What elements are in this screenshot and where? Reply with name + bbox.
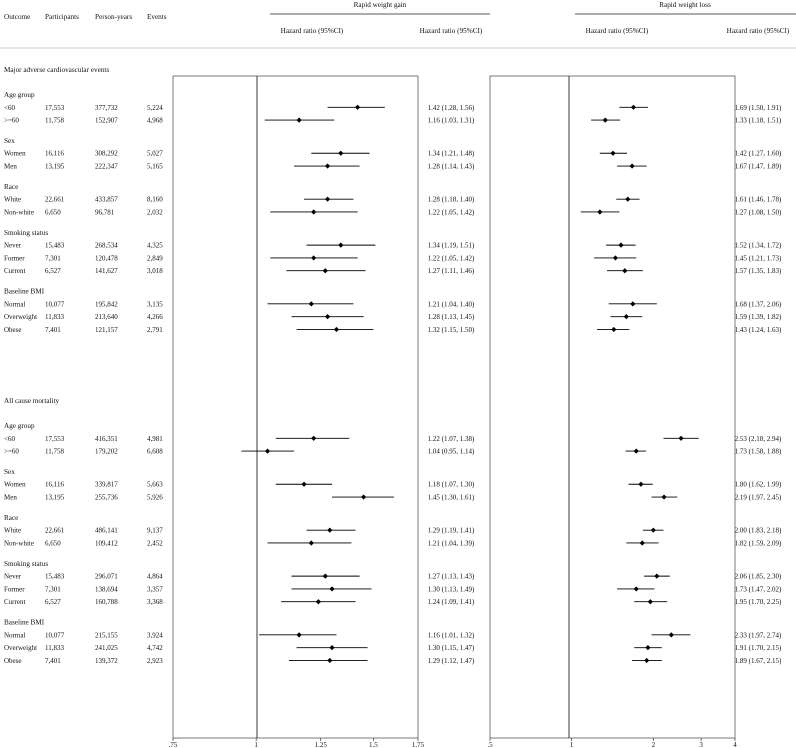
row-participants: 13,195 <box>45 162 65 171</box>
gain-hr-text: 1.28 (1.13, 1.45) <box>427 313 475 322</box>
gain-point-estimate <box>334 327 339 332</box>
row-events: 3,368 <box>147 598 163 607</box>
row-person-years: 96,781 <box>95 208 115 217</box>
gain-hr-text: 1.24 (1.09, 1.41) <box>427 598 475 607</box>
gain-tick-label: 1.75 <box>411 741 425 748</box>
gain-hr-text: 1.29 (1.19, 1.41) <box>427 526 475 535</box>
row-events: 3,018 <box>147 267 163 276</box>
loss-tick-label: 1 <box>569 741 574 748</box>
loss-point-estimate <box>678 436 683 441</box>
loss-hr-text: 1.67 (1.47, 1.89) <box>734 162 782 171</box>
row-label: <60 <box>4 434 15 443</box>
row-label: >=60 <box>4 116 19 125</box>
loss-point-estimate <box>624 314 629 319</box>
group-title: Smoking status <box>4 559 49 568</box>
row-participants: 7,401 <box>45 656 61 665</box>
gain-point-estimate <box>325 197 330 202</box>
gain-hr-text: 1.28 (1.14, 1.43) <box>427 162 475 171</box>
gain-point-estimate <box>297 632 302 637</box>
row-events: 3,135 <box>147 300 163 309</box>
row-person-years: 195,842 <box>95 300 118 309</box>
loss-text-header: Hazard ratio (95%CI) <box>726 27 790 35</box>
row-participants: 16,116 <box>45 149 64 158</box>
loss-panel-title: Rapid weight loss <box>659 1 711 9</box>
row-label: Obese <box>4 656 22 665</box>
gain-hr-text: 1.21 (1.04, 1.39) <box>427 539 475 548</box>
loss-point-estimate <box>651 528 656 533</box>
row-label: Men <box>4 493 17 502</box>
loss-hr-text: 1.27 (1.08, 1.50) <box>734 208 782 217</box>
row-participants: 10,077 <box>45 631 65 640</box>
gain-hr-text: 1.30 (1.15, 1.47) <box>427 644 475 653</box>
gain-point-estimate <box>338 243 343 248</box>
loss-hr-text: 2.06 (1.85, 2.30) <box>734 572 782 581</box>
row-events: 5,027 <box>147 149 163 158</box>
row-participants: 7,301 <box>45 254 61 263</box>
row-events: 9,137 <box>147 526 163 535</box>
row-person-years: 138,694 <box>95 585 118 594</box>
row-person-years: 121,157 <box>95 325 118 334</box>
row-events: 4,266 <box>147 313 163 322</box>
section-title: All cause mortality <box>4 397 60 405</box>
loss-point-estimate <box>631 105 636 110</box>
loss-point-estimate <box>622 268 627 273</box>
gain-hr-text: 1.18 (1.07, 1.30) <box>427 480 475 489</box>
row-label: Former <box>4 585 25 594</box>
row-person-years: 433,857 <box>95 195 118 204</box>
row-person-years: 120,478 <box>95 254 118 263</box>
row-label: Obese <box>4 325 22 334</box>
row-label: White <box>4 195 22 204</box>
row-participants: 17,553 <box>45 103 65 112</box>
row-events: 5,165 <box>147 162 163 171</box>
gain-hr-text: 1.16 (1.01, 1.32) <box>427 631 475 640</box>
gain-hr-text: 1.32 (1.15, 1.50) <box>427 325 475 334</box>
row-events: 2,849 <box>147 254 163 263</box>
loss-tick-label: .5 <box>487 741 493 748</box>
loss-hr-text: 2.00 (1.83, 2.18) <box>734 526 782 535</box>
row-label: Current <box>4 267 26 276</box>
row-person-years: 141,627 <box>95 267 118 276</box>
row-events: 2,923 <box>147 656 163 665</box>
gain-hr-text: 1.30 (1.13, 1.49) <box>427 585 475 594</box>
row-person-years: 160,788 <box>95 598 118 607</box>
row-label: >=60 <box>4 447 19 456</box>
row-participants: 11,833 <box>45 644 64 653</box>
row-label: Overweight <box>4 644 38 653</box>
gain-point-estimate <box>325 314 330 319</box>
section-title: Major adverse cardiovascular events <box>4 66 110 74</box>
gain-point-estimate <box>316 599 321 604</box>
loss-hr-text: 1.69 (1.50, 1.91) <box>734 103 782 112</box>
gain-text-header: Hazard ratio (95%CI) <box>419 27 483 35</box>
gain-point-estimate <box>323 268 328 273</box>
row-events: 4,864 <box>147 572 163 581</box>
loss-tick-label: 3 <box>699 741 703 748</box>
loss-panel-frame <box>490 76 735 738</box>
loss-hr-text: 1.73 (1.47, 2.02) <box>734 585 782 594</box>
gain-hr-text: 1.22 (1.05, 1.42) <box>427 208 475 217</box>
gain-point-estimate <box>311 436 316 441</box>
loss-hr-text: 1.91 (1.70, 2.15) <box>734 644 782 653</box>
group-title: Sex <box>4 136 15 145</box>
loss-point-estimate <box>597 209 602 214</box>
row-label: Former <box>4 254 25 263</box>
loss-point-estimate <box>629 163 634 168</box>
row-person-years: 109,412 <box>95 539 118 548</box>
gain-hr-text: 1.42 (1.28, 1.56) <box>427 103 475 112</box>
row-participants: 11,758 <box>45 116 64 125</box>
row-participants: 7,401 <box>45 325 61 334</box>
group-title: Race <box>4 513 19 522</box>
loss-point-estimate <box>603 118 608 123</box>
row-events: 2,032 <box>147 208 163 217</box>
row-participants: 17,553 <box>45 434 65 443</box>
loss-hr-text: 1.82 (1.59, 2.09) <box>734 539 782 548</box>
row-participants: 15,483 <box>45 241 65 250</box>
gain-hr-text: 1.27 (1.11, 1.46) <box>427 267 475 276</box>
row-label: Women <box>4 149 26 158</box>
group-title: Baseline BMI <box>4 287 45 296</box>
gain-hr-text: 1.34 (1.21, 1.48) <box>427 149 475 158</box>
gain-point-estimate <box>297 118 302 123</box>
loss-point-estimate <box>648 599 653 604</box>
row-events: 4,325 <box>147 241 163 250</box>
gain-hr-text: 1.45 (1.30, 1.61) <box>427 493 475 502</box>
gain-point-estimate <box>327 528 332 533</box>
gain-point-estimate <box>301 482 306 487</box>
group-title: Race <box>4 182 19 191</box>
gain-point-estimate <box>265 449 270 454</box>
col-header-outcome: Outcome <box>4 13 31 21</box>
loss-point-estimate <box>610 151 615 156</box>
gain-panel-frame <box>173 76 418 738</box>
gain-point-estimate <box>309 301 314 306</box>
row-events: 4,742 <box>147 644 163 653</box>
gain-tick-label: 1.5 <box>369 741 378 748</box>
gain-plot-header: Hazard ratio (95%CI) <box>280 27 344 35</box>
row-person-years: 268,534 <box>95 241 118 250</box>
loss-hr-text: 1.33 (1.18, 1.51) <box>734 116 782 125</box>
group-title: Sex <box>4 467 15 476</box>
row-person-years: 377,732 <box>95 103 118 112</box>
loss-hr-text: 1.95 (1.70, 2.25) <box>734 598 782 607</box>
gain-point-estimate <box>355 105 360 110</box>
gain-tick-label: 1.25 <box>314 741 327 748</box>
row-participants: 7,301 <box>45 585 61 594</box>
loss-hr-text: 1.68 (1.37, 2.06) <box>734 300 782 309</box>
row-events: 5,224 <box>147 103 163 112</box>
loss-hr-text: 1.80 (1.62, 1.99) <box>734 480 782 489</box>
row-person-years: 222,347 <box>95 162 118 171</box>
loss-hr-text: 2.33 (1.97, 2.74) <box>734 631 782 640</box>
row-person-years: 296,071 <box>95 572 118 581</box>
loss-point-estimate <box>669 632 674 637</box>
group-title: Baseline BMI <box>4 618 45 627</box>
gain-hr-text: 1.04 (0.95, 1.14) <box>427 447 475 456</box>
loss-hr-text: 1.43 (1.24, 1.63) <box>734 325 782 334</box>
row-label: Women <box>4 480 26 489</box>
row-label: Overweight <box>4 313 38 322</box>
gain-tick-label: 1 <box>254 741 258 748</box>
row-participants: 22,661 <box>45 526 65 535</box>
row-events: 4,981 <box>147 434 163 443</box>
gain-point-estimate <box>327 658 332 663</box>
row-participants: 10,077 <box>45 300 65 309</box>
row-participants: 22,661 <box>45 195 65 204</box>
row-person-years: 139,372 <box>95 656 118 665</box>
loss-hr-text: 1.59 (1.39, 1.82) <box>734 313 782 322</box>
gain-point-estimate <box>361 494 366 499</box>
gain-tick-label: .75 <box>168 741 178 748</box>
loss-point-estimate <box>613 255 618 260</box>
gain-hr-text: 1.21 (1.04, 1.40) <box>427 300 475 309</box>
row-participants: 6,527 <box>45 267 61 276</box>
loss-plot-header: Hazard ratio (95%CI) <box>585 27 649 35</box>
row-events: 6,608 <box>147 447 163 456</box>
loss-point-estimate <box>638 482 643 487</box>
loss-hr-text: 2.53 (2.18, 2.94) <box>734 434 782 443</box>
row-label: Never <box>4 572 22 581</box>
row-participants: 6,650 <box>45 208 61 217</box>
row-events: 4,968 <box>147 116 163 125</box>
loss-hr-text: 1.52 (1.34, 1.72) <box>734 241 782 250</box>
gain-panel-title: Rapid weight gain <box>353 1 407 9</box>
group-title: Age group <box>4 422 35 430</box>
col-header-events: Events <box>147 13 167 21</box>
row-events: 3,357 <box>147 585 163 594</box>
row-label: Never <box>4 241 22 250</box>
row-participants: 16,116 <box>45 480 64 489</box>
loss-point-estimate <box>640 540 645 545</box>
gain-hr-text: 1.22 (1.07, 1.38) <box>427 434 475 443</box>
loss-hr-text: 1.57 (1.35, 1.83) <box>734 267 782 276</box>
row-participants: 6,527 <box>45 598 61 607</box>
loss-point-estimate <box>618 243 623 248</box>
loss-point-estimate <box>644 658 649 663</box>
row-person-years: 339,817 <box>95 480 118 489</box>
gain-hr-text: 1.16 (1.03, 1.31) <box>427 116 475 125</box>
gain-point-estimate <box>311 255 316 260</box>
gain-hr-text: 1.27 (1.13, 1.43) <box>427 572 475 581</box>
row-participants: 15,483 <box>45 572 65 581</box>
row-person-years: 215,155 <box>95 631 118 640</box>
loss-hr-text: 1.45 (1.21, 1.73) <box>734 254 782 263</box>
row-participants: 13,195 <box>45 493 65 502</box>
loss-hr-text: 1.42 (1.27, 1.60) <box>734 149 782 158</box>
row-label: Normal <box>4 300 26 309</box>
loss-tick-label: 2 <box>651 741 656 748</box>
gain-hr-text: 1.28 (1.18, 1.40) <box>427 195 475 204</box>
loss-point-estimate <box>634 586 639 591</box>
gain-point-estimate <box>338 151 343 156</box>
row-person-years: 179,202 <box>95 447 118 456</box>
row-person-years: 416,351 <box>95 434 118 443</box>
gain-hr-text: 1.22 (1.05, 1.42) <box>427 254 475 263</box>
row-events: 3,924 <box>147 631 163 640</box>
loss-tick-label: 4 <box>733 741 737 748</box>
row-participants: 6,650 <box>45 539 61 548</box>
row-participants: 11,758 <box>45 447 64 456</box>
col-header-participants: Participants <box>45 13 79 21</box>
row-person-years: 152,907 <box>95 116 118 125</box>
loss-point-estimate <box>661 494 666 499</box>
gain-hr-text: 1.29 (1.12, 1.47) <box>427 656 475 665</box>
row-person-years: 241,025 <box>95 644 118 653</box>
group-title: Age group <box>4 91 35 99</box>
row-label: Normal <box>4 631 26 640</box>
loss-point-estimate <box>645 645 650 650</box>
gain-point-estimate <box>309 540 314 545</box>
loss-hr-text: 2.19 (1.97, 2.45) <box>734 493 782 502</box>
row-person-years: 213,640 <box>95 313 118 322</box>
row-events: 5,926 <box>147 493 163 502</box>
row-label: Non-white <box>4 208 34 217</box>
loss-point-estimate <box>625 197 630 202</box>
gain-point-estimate <box>329 645 334 650</box>
loss-point-estimate <box>611 327 616 332</box>
loss-hr-text: 1.73 (1.58, 1.88) <box>734 447 782 456</box>
row-events: 8,160 <box>147 195 163 204</box>
loss-point-estimate <box>654 574 659 579</box>
row-person-years: 255,736 <box>95 493 118 502</box>
gain-point-estimate <box>329 586 334 591</box>
group-title: Smoking status <box>4 228 49 237</box>
loss-hr-text: 1.89 (1.67, 2.15) <box>734 656 782 665</box>
loss-point-estimate <box>630 301 635 306</box>
row-events: 2,791 <box>147 325 163 334</box>
row-label: Men <box>4 162 17 171</box>
row-label: Non-white <box>4 539 34 548</box>
row-events: 5,663 <box>147 480 163 489</box>
row-participants: 11,833 <box>45 313 64 322</box>
row-label: <60 <box>4 103 15 112</box>
loss-point-estimate <box>634 449 639 454</box>
gain-hr-text: 1.34 (1.19, 1.51) <box>427 241 475 250</box>
gain-point-estimate <box>325 163 330 168</box>
row-label: White <box>4 526 22 535</box>
gain-point-estimate <box>323 574 328 579</box>
row-label: Current <box>4 598 26 607</box>
row-events: 2,452 <box>147 539 163 548</box>
col-header-person-years: Person-years <box>95 13 133 21</box>
loss-hr-text: 1.61 (1.46, 1.78) <box>734 195 782 204</box>
row-person-years: 308,292 <box>95 149 118 158</box>
row-person-years: 486,141 <box>95 526 118 535</box>
gain-point-estimate <box>311 209 316 214</box>
